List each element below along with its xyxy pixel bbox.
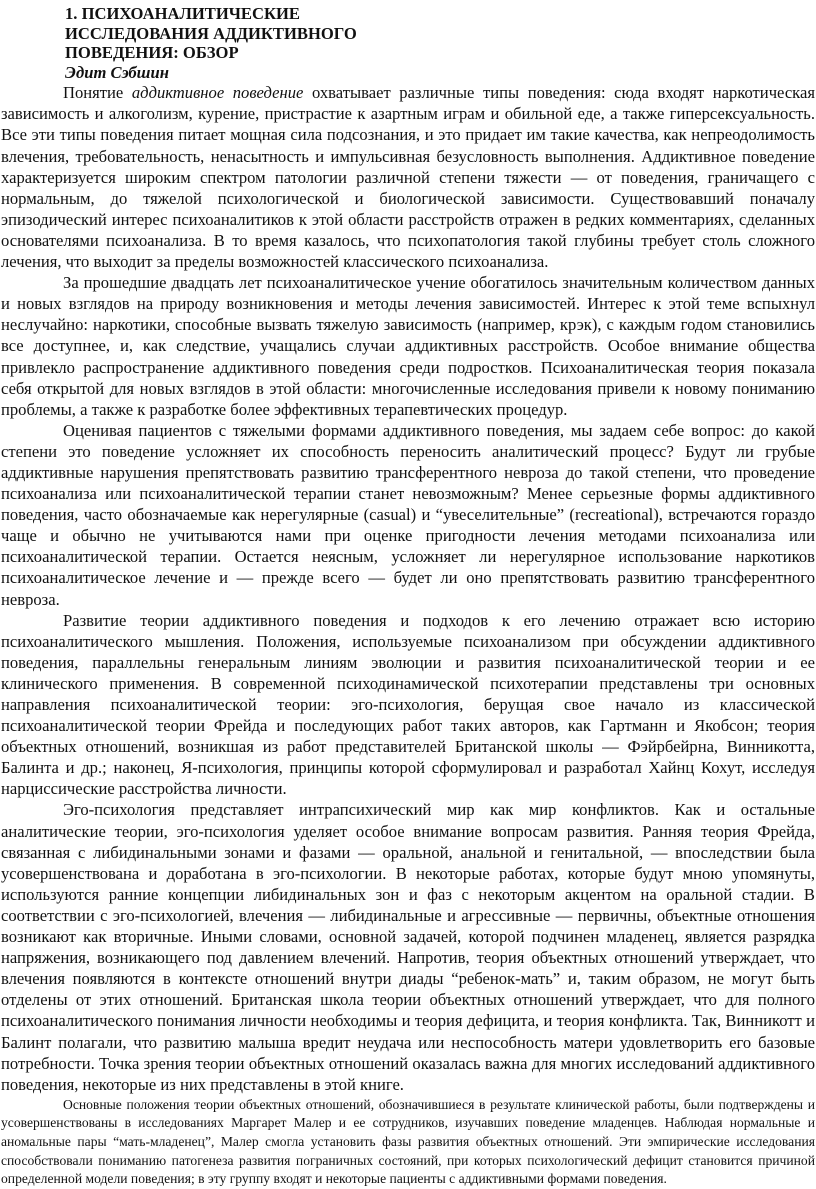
chapter-title-line-2: ИССЛЕДОВАНИЯ АДДИКТИВНОГО xyxy=(65,23,357,43)
author-name: Эдит Сэбшин xyxy=(65,62,169,82)
paragraph-3: Оценивая пациентов с тяжелыми формами аддиктивного поведения, мы задаем себе вопрос: до какой степени это поведение усложняет их способность переносить аналитический процесс? Будут ли грубые аддиктивные нарушения препятствовать развитию трансферентного невроза до такой степени, что проведение психоанализа или психоаналитической терапии станет невозможным? Менее серьезные формы аддиктивного поведения, часто обозначаемые как нерегулярные (casual) и “увеселительные” (recreational), встречаются гораздо чаще и обычно не учитываются нами при оценке пригодности лечения методами психоанализа или психоаналитической терапии. Остается неясным, усложняет ли нерегулярное использование наркотиков психоаналитическое лечение и — прежде всего — будет ли оно препятствовать развитию трансферентного невроза. xyxy=(1,420,815,609)
paragraph-1-lead: Понятие xyxy=(63,83,132,103)
paragraph-4: Развитие теории аддиктивного поведения и подходов к его лечению отражает всю историю психоаналитического мышления. Положения, используемые психоанализом при обсуждении аддиктивного поведения, параллельны генеральным линиям эволюции и развития психоаналитической теории и ее клинического применения. В современной психодинамической психотерапии представлены три основных направления психоаналитической теории: эго-психология, берущая свое начало из классической психоаналитической теории Фрейда и последующих работ таких авторов, как Гартманн и Якобсон; теория объектных отношений, возникшая из работ представителей Британской школы — Фэйрбейрна, Винникотта, Балинта и др.; наконец, Я-психология, принципы которой сформулировал и разработал Хайнц Кохут, исследуя нарциссические расстройства личности. xyxy=(1,610,815,799)
paragraph-1-term: аддиктивное поведение xyxy=(131,83,304,103)
paragraph-2: За прошедшие двадцать лет психоаналитическое учение обогатилось значительным количеством данных и новых взглядов на природу возникновения и методы лечения зависимостей. Интерес к этой теме вспыхнул неслучайно: наркотики, способные вызвать тяжелую зависимость (например, крэк), с каждым годом становились все доступнее, и, как следствие, учащались случаи аддиктивных расстройств. Особое внимание общества привлекло распространение аддиктивного поведения среди подростков. Психоаналитическая теория показала себя открытой для новых взглядов в этой области: многочисленные исследования привели к новому пониманию проблемы, а также к разработке более эффективных терапевтических процедур. xyxy=(1,273,815,419)
paragraph-6: Основные положения теории объектных отношений, обозначившиеся в результате клинической работы, были подтверждены и усовершенствованы в исследованиях Маргарет Малер и ее сотрудников, изучавших поведение младенцев. Наблюдая нормальные и аномальные пары “мать-младенец”, Малер смогла установить фазы развития объектных отношений. Эти эмпирические исследования способствовали пониманию патогенеза развития пограничных состояний, при которых психологический дефицит становится причиной определенной модели поведения; в эту группу входят и некоторые пациенты с аддиктивными формами поведения. xyxy=(1,1096,815,1187)
chapter-title-line-3: ПОВЕДЕНИЯ: ОБЗОР xyxy=(65,43,239,63)
paragraph-5: Эго-психология представляет интрапсихический мир как мир конфликтов. Как и остальные аналитические теории, эго-психология уделяет особое внимание вопросам развития. Ранняя теория Фрейда, связанная с либидинальными зонами и фазами — оральной, анальной и генитальной, — впоследствии была усовершенствована и доработана в эго-психологии. В некоторые работах, которые будут мною упомянуты, используются ранние концепции либидинальных зон и фаз с некоторым акцентом на оральной стадии. В соответствии с эго-психологией, влечения — либидинальные и агрессивные — первичны, объектные отношения возникают как вторичные. Иными словами, основной задачей, которой подчинен младенец, является разрядка напряжения, возникающего под давлением влечений. Напротив, теория объектных отношений утверждает, что влечения появляются в контексте отношений внутри диады “ребенок-мать” и, таким образом, не могут быть отделены от этих отношений. Британская школа теории объектных отношений утверждает, что для полного психоаналитического понимания личности необходимы и теория дефицита, и теория конфликта. Так, Винникотт и Балинт полагали, что развитию малыша вредит неудача или неспособность матери удовлетворить его базовые потребности. Точка зрения теории объектных отношений оказалась важна для многих исследований аддиктивного поведения, некоторые из них представлены в этой книге. xyxy=(1,800,815,1094)
paragraph-1 xyxy=(1,82,815,272)
chapter-title-line-1: 1. ПСИХОАНАЛИТИЧЕСКИЕ xyxy=(65,4,300,23)
chapter-title xyxy=(65,4,815,63)
paragraph-1-rest: охватывает различные типы поведения: сюда входят наркотическая зависимость и алкоголизм, курение, пристрастие к азартным играм и обильной еде, а также гиперсексуальность. Все эти типы поведения питает мощная сила подсознания, и это придает им такие качества, как непреодолимость влечения, требовательность, ненасытность и импульсивная безусловность выполнения. Аддиктивное поведение характеризуется широким спектром патологии различной степени тяжести — от поведения, граничащего с нормальным, до тяжелой психологической и биологической зависимости. Существовавший поначалу эпизодический интерес психоаналитиков к этой области расстройств отражен в редких комментариях, сделанных основателями психоанализа. В то время казалось, что психопатология такой глубины требует столь сложного лечения, что выходит за пределы возможностей классического психоанализа. xyxy=(1,83,815,272)
